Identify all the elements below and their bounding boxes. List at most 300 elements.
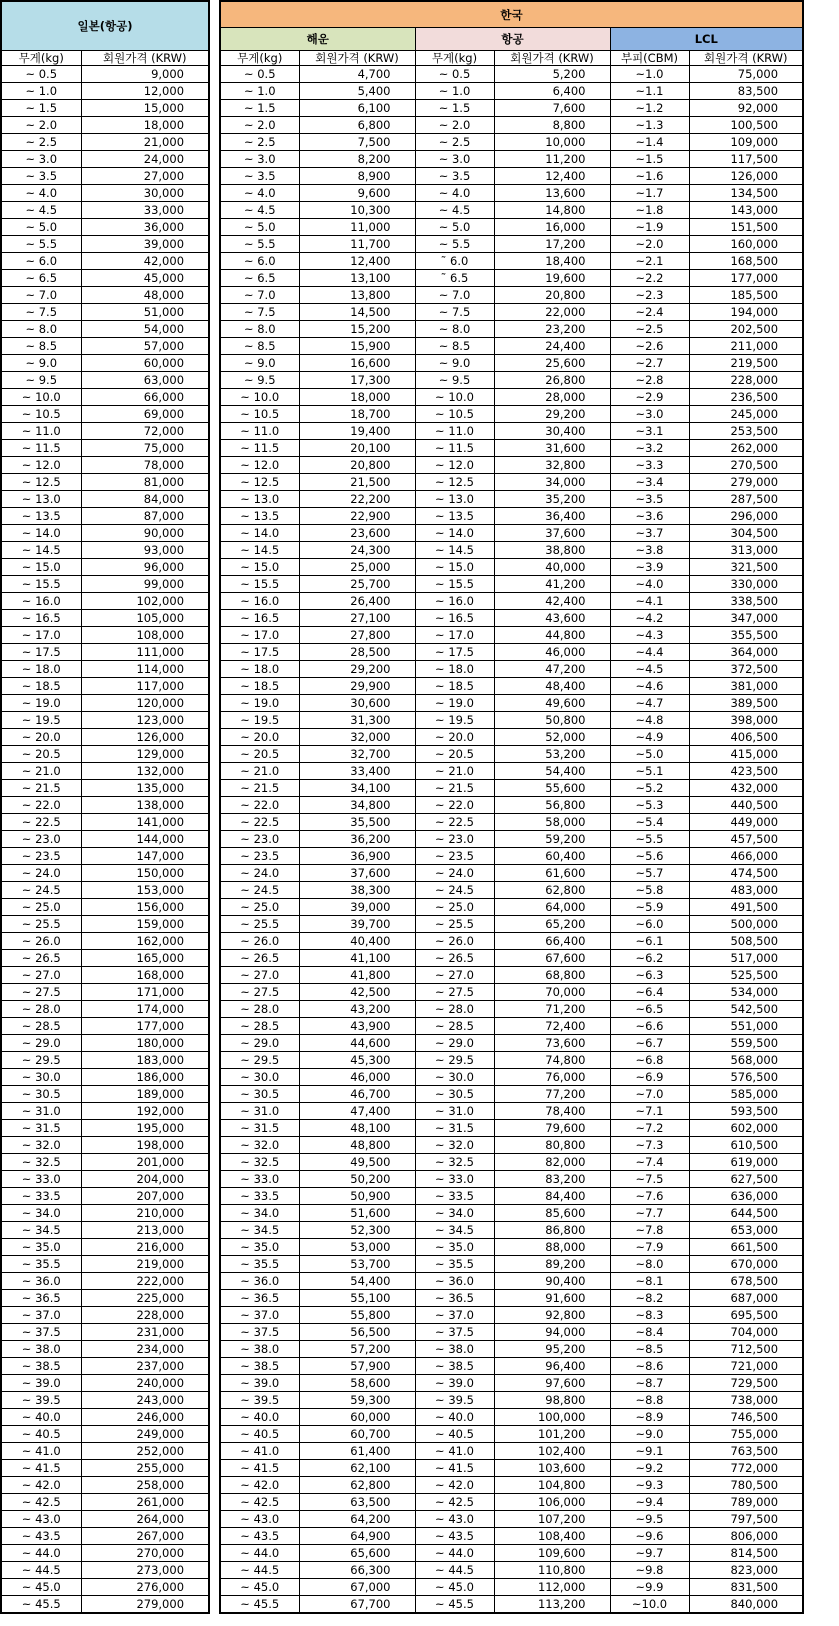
table-row [1,797,209,814]
air-price-cell: 76,000 [494,1069,610,1086]
japan-price-cell: 162,000 [81,933,209,950]
lcl-price-cell: 593,500 [689,1103,803,1120]
air-price-cell: 38,800 [494,542,610,559]
japan-weight-cell: ~ 9.5 [1,372,81,389]
air-weight-cell: ~ 9.0 [415,355,494,372]
air-weight-cell: ~ 34.5 [415,1222,494,1239]
japan-weight-cell: ~ 19.0 [1,695,81,712]
sea-price-cell: 13,800 [299,287,415,304]
sea-price-cell: 18,700 [299,406,415,423]
sea-price-cell: 34,100 [299,780,415,797]
sea-price-cell: 50,200 [299,1171,415,1188]
sea-weight-cell: ~ 44.0 [220,1545,299,1562]
table-row [1,1511,209,1528]
lcl-price-cell: 772,000 [689,1460,803,1477]
japan-price-cell: 177,000 [81,1018,209,1035]
sea-weight-cell: ~ 19.0 [220,695,299,712]
table-row [1,1120,209,1137]
sea-price-cell: 25,700 [299,576,415,593]
lcl-volume-cell: ~7.8 [610,1222,689,1239]
japan-weight-cell: ~ 9.0 [1,355,81,372]
japan-price-cell: 54,000 [81,321,209,338]
air-weight-cell: ~ 4.0 [415,185,494,202]
sea-price-cell: 9,600 [299,185,415,202]
table-row [220,1426,803,1443]
sea-weight-cell: ~ 37.0 [220,1307,299,1324]
air-price-cell: 103,600 [494,1460,610,1477]
japan-price-cell: 33,000 [81,202,209,219]
sea-price-cell: 51,600 [299,1205,415,1222]
lcl-price-cell: 814,500 [689,1545,803,1562]
air-price-cell: 11,200 [494,151,610,168]
japan-weight-cell: ~ 16.0 [1,593,81,610]
lcl-volume-cell: ~2.0 [610,236,689,253]
air-price-cell: 41,200 [494,576,610,593]
table-row [220,1120,803,1137]
air-weight-cell: ~ 3.5 [415,168,494,185]
lcl-volume-cell: ~6.9 [610,1069,689,1086]
japan-price-cell: 261,000 [81,1494,209,1511]
air-price-cell: 64,000 [494,899,610,916]
japan-weight-cell: ~ 11.5 [1,440,81,457]
lcl-price-cell: 457,500 [689,831,803,848]
table-row [220,1256,803,1273]
air-weight-cell: ~ 39.0 [415,1375,494,1392]
sea-price-cell: 22,200 [299,491,415,508]
lcl-volume-cell: ~6.6 [610,1018,689,1035]
sea-weight-cell: ~ 33.5 [220,1188,299,1205]
sea-price-cell: 6,100 [299,100,415,117]
japan-weight-cell: ~ 22.0 [1,797,81,814]
sea-weight-cell: ~ 42.5 [220,1494,299,1511]
lcl-volume-cell: ~9.6 [610,1528,689,1545]
table-row [220,865,803,882]
sea-price-cell: 26,400 [299,593,415,610]
sea-price-cell: 39,700 [299,916,415,933]
lcl-price-cell: 466,000 [689,848,803,865]
lcl-price-cell: 704,000 [689,1324,803,1341]
table-row [220,66,803,83]
air-price-cell: 86,800 [494,1222,610,1239]
table-row [1,729,209,746]
japan-price-cell: 159,000 [81,916,209,933]
lcl-price-header: 회원가격 (KRW) [689,51,803,66]
sea-price-cell: 32,000 [299,729,415,746]
japan-weight-cell: ~ 13.0 [1,491,81,508]
table-row [220,202,803,219]
japan-weight-cell: ~ 33.5 [1,1188,81,1205]
air-price-cell: 83,200 [494,1171,610,1188]
japan-weight-cell: ~ 8.5 [1,338,81,355]
lcl-volume-cell: ~6.8 [610,1052,689,1069]
japan-price-cell: 216,000 [81,1239,209,1256]
air-weight-cell: ~ 35.5 [415,1256,494,1273]
lcl-price-cell: 636,000 [689,1188,803,1205]
sea-price-cell: 36,200 [299,831,415,848]
air-weight-cell: ~ 10.5 [415,406,494,423]
sea-weight-cell: ~ 12.0 [220,457,299,474]
air-price-cell: 97,600 [494,1375,610,1392]
air-price-cell: 58,000 [494,814,610,831]
air-price-cell: 78,400 [494,1103,610,1120]
lcl-volume-cell: ~3.9 [610,559,689,576]
japan-price-cell: 210,000 [81,1205,209,1222]
lcl-volume-cell: ~6.3 [610,967,689,984]
table-row [220,406,803,423]
table-row [220,474,803,491]
lcl-volume-cell: ~6.0 [610,916,689,933]
air-price-cell: 91,600 [494,1290,610,1307]
sea-weight-cell: ~ 40.0 [220,1409,299,1426]
air-price-cell: 109,600 [494,1545,610,1562]
lcl-price-cell: 211,000 [689,338,803,355]
japan-price-cell: 243,000 [81,1392,209,1409]
table-row [1,627,209,644]
table-row [220,100,803,117]
japan-weight-cell: ~ 7.5 [1,304,81,321]
sea-weight-cell: ~ 15.0 [220,559,299,576]
air-weight-cell: ~ 40.5 [415,1426,494,1443]
air-weight-cell: ~ 5.5 [415,236,494,253]
table-row [1,1137,209,1154]
sea-weight-cell: ~ 43.0 [220,1511,299,1528]
table-row [1,661,209,678]
lcl-price-cell: 440,500 [689,797,803,814]
air-weight-cell: ~ 8.0 [415,321,494,338]
table-row [1,1103,209,1120]
japan-price-cell: 30,000 [81,185,209,202]
table-row [220,1018,803,1035]
japan-price-cell: 15,000 [81,100,209,117]
japan-price-cell: 252,000 [81,1443,209,1460]
table-row [220,1052,803,1069]
air-price-cell: 73,600 [494,1035,610,1052]
japan-price-cell: 240,000 [81,1375,209,1392]
table-row [1,1426,209,1443]
table-row [220,831,803,848]
japan-weight-cell: ~ 37.0 [1,1307,81,1324]
sea-weight-cell: ~ 38.0 [220,1341,299,1358]
table-row [1,1307,209,1324]
table-row [220,168,803,185]
sea-price-cell: 20,100 [299,440,415,457]
japan-weight-cell: ~ 35.0 [1,1239,81,1256]
table-row [220,236,803,253]
table-row [220,151,803,168]
air-price-cell: 52,000 [494,729,610,746]
air-price-cell: 55,600 [494,780,610,797]
air-price-cell: 62,800 [494,882,610,899]
table-row [1,848,209,865]
japan-price-cell: 87,000 [81,508,209,525]
table-row [1,185,209,202]
table-row [1,542,209,559]
lcl-price-cell: 576,500 [689,1069,803,1086]
sea-weight-cell: ~ 27.5 [220,984,299,1001]
table-row [220,1035,803,1052]
table-row [1,1528,209,1545]
sea-price-cell: 48,100 [299,1120,415,1137]
table-row [1,933,209,950]
japan-weight-cell: ~ 8.0 [1,321,81,338]
japan-price-cell: 279,000 [81,1596,209,1614]
air-weight-cell: ~ 20.0 [415,729,494,746]
japan-price-cell: 180,000 [81,1035,209,1052]
table-row [1,1290,209,1307]
air-price-cell: 8,800 [494,117,610,134]
lcl-volume-cell: ~1.1 [610,83,689,100]
sea-weight-cell: ~ 20.0 [220,729,299,746]
table-row [1,1579,209,1596]
sea-weight-cell: ~ 19.5 [220,712,299,729]
japan-price-header: 회원가격 (KRW) [81,51,209,66]
sea-weight-cell: ~ 32.0 [220,1137,299,1154]
japan-price-cell: 36,000 [81,219,209,236]
japan-price-cell: 195,000 [81,1120,209,1137]
table-row [1,882,209,899]
air-price-cell: 18,400 [494,253,610,270]
table-row [1,508,209,525]
air-price-cell: 112,000 [494,1579,610,1596]
table-row [1,1052,209,1069]
japan-price-cell: 51,000 [81,304,209,321]
japan-price-cell: 156,000 [81,899,209,916]
lcl-volume-cell: ~8.0 [610,1256,689,1273]
lcl-price-cell: 372,500 [689,661,803,678]
lcl-price-cell: 270,500 [689,457,803,474]
table-row [1,746,209,763]
sea-weight-cell: ~ 35.0 [220,1239,299,1256]
table-row [220,593,803,610]
lcl-price-cell: 100,500 [689,117,803,134]
table-row [1,899,209,916]
sea-price-cell: 37,600 [299,865,415,882]
lcl-volume-cell: ~2.1 [610,253,689,270]
air-weight-cell: ~ 22.5 [415,814,494,831]
lcl-price-cell: 185,500 [689,287,803,304]
air-weight-cell: ~ 29.0 [415,1035,494,1052]
table-row [220,389,803,406]
table-row [1,1494,209,1511]
sea-weight-cell: ~ 3.5 [220,168,299,185]
sea-price-cell: 46,000 [299,1069,415,1086]
air-price-cell: 53,200 [494,746,610,763]
lcl-price-cell: 143,000 [689,202,803,219]
lcl-volume-cell: ~4.3 [610,627,689,644]
air-price-cell: 113,200 [494,1596,610,1614]
air-weight-cell: ~ 37.0 [415,1307,494,1324]
sea-weight-cell: ~ 40.5 [220,1426,299,1443]
table-row [220,457,803,474]
lcl-price-cell: 644,500 [689,1205,803,1222]
japan-weight-cell: ~ 41.0 [1,1443,81,1460]
lcl-volume-cell: ~7.6 [610,1188,689,1205]
sea-weight-cell: ~ 34.0 [220,1205,299,1222]
air-weight-cell: ~ 24.0 [415,865,494,882]
sea-price-cell: 12,400 [299,253,415,270]
air-weight-cell: ~ 27.0 [415,967,494,984]
japan-weight-cell: ~ 5.0 [1,219,81,236]
air-price-cell: 12,400 [494,168,610,185]
table-row [220,1511,803,1528]
air-weight-cell: ~ 12.5 [415,474,494,491]
air-weight-cell: ~ 30.0 [415,1069,494,1086]
sea-weight-cell: ~ 11.5 [220,440,299,457]
lcl-volume-cell: ~6.2 [610,950,689,967]
lcl-price-cell: 134,500 [689,185,803,202]
air-weight-cell: ~ 31.5 [415,1120,494,1137]
table-row [220,984,803,1001]
lcl-price-cell: 398,000 [689,712,803,729]
table-row [220,1001,803,1018]
sea-weight-cell: ~ 35.5 [220,1256,299,1273]
sea-price-cell: 62,800 [299,1477,415,1494]
lcl-volume-cell: ~8.2 [610,1290,689,1307]
air-weight-cell: ~ 17.0 [415,627,494,644]
lcl-price-cell: 168,500 [689,253,803,270]
table-row [220,1409,803,1426]
table-row [1,1188,209,1205]
japan-price-cell: 165,000 [81,950,209,967]
lcl-volume-cell: ~8.5 [610,1341,689,1358]
table-row [220,1307,803,1324]
air-price-cell: 23,200 [494,321,610,338]
lcl-price-cell: 474,500 [689,865,803,882]
japan-price-cell: 78,000 [81,457,209,474]
japan-price-cell: 207,000 [81,1188,209,1205]
table-row [1,712,209,729]
air-weight-cell: ~ 37.5 [415,1324,494,1341]
air-price-cell: 94,000 [494,1324,610,1341]
japan-weight-cell: ~ 15.5 [1,576,81,593]
air-price-cell: 82,000 [494,1154,610,1171]
table-row [1,950,209,967]
table-row [1,423,209,440]
lcl-price-cell: 126,000 [689,168,803,185]
air-weight-cell: ~ 16.0 [415,593,494,610]
lcl-price-cell: 313,000 [689,542,803,559]
sea-price-cell: 34,800 [299,797,415,814]
japan-weight-cell: ~ 29.0 [1,1035,81,1052]
air-price-cell: 47,200 [494,661,610,678]
air-weight-cell: ~ 32.5 [415,1154,494,1171]
japan-weight-cell: ~ 5.5 [1,236,81,253]
air-price-cell: 19,600 [494,270,610,287]
japan-weight-cell: ~ 34.5 [1,1222,81,1239]
japan-weight-cell: ~ 40.5 [1,1426,81,1443]
table-row [1,406,209,423]
sea-weight-cell: ~ 0.5 [220,66,299,83]
lcl-volume-cell: ~7.5 [610,1171,689,1188]
lcl-volume-cell: ~2.3 [610,287,689,304]
japan-price-cell: 255,000 [81,1460,209,1477]
table-row [1,1171,209,1188]
air-price-cell: 37,600 [494,525,610,542]
table-row [1,984,209,1001]
air-weight-cell: ~ 5.0 [415,219,494,236]
japan-price-cell: 219,000 [81,1256,209,1273]
sea-price-cell: 42,500 [299,984,415,1001]
lcl-price-cell: 534,000 [689,984,803,1001]
sea-price-cell: 25,000 [299,559,415,576]
air-weight-cell: ~ 20.5 [415,746,494,763]
table-row [220,253,803,270]
air-weight-cell: ~ 26.5 [415,950,494,967]
lcl-price-cell: 236,500 [689,389,803,406]
japan-price-cell: 105,000 [81,610,209,627]
lcl-price-cell: 355,500 [689,627,803,644]
japan-price-cell: 246,000 [81,1409,209,1426]
table-row [220,1222,803,1239]
japan-price-cell: 273,000 [81,1562,209,1579]
japan-weight-cell: ~ 38.5 [1,1358,81,1375]
table-row [1,559,209,576]
lcl-volume-cell: ~9.8 [610,1562,689,1579]
lcl-volume-cell: ~2.5 [610,321,689,338]
table-row [220,491,803,508]
table-row [1,967,209,984]
lcl-volume-cell: ~5.6 [610,848,689,865]
sea-weight-cell: ~ 23.0 [220,831,299,848]
sea-weight-cell: ~ 13.5 [220,508,299,525]
table-row [220,933,803,950]
sea-weight-header: 무게(kg) [220,51,299,66]
sea-price-cell: 29,900 [299,678,415,695]
lcl-volume-cell: ~1.0 [610,66,689,83]
air-price-cell: 77,200 [494,1086,610,1103]
lcl-price-cell: 253,500 [689,423,803,440]
table-row [1,491,209,508]
japan-price-cell: 222,000 [81,1273,209,1290]
table-row [1,1443,209,1460]
japan-weight-cell: ~ 38.0 [1,1341,81,1358]
japan-price-cell: 102,000 [81,593,209,610]
air-freight-header: 항공 [415,28,610,51]
table-row [220,1154,803,1171]
sea-price-cell: 47,400 [299,1103,415,1120]
japan-weight-cell: ~ 16.5 [1,610,81,627]
table-row [1,236,209,253]
japan-price-cell: 21,000 [81,134,209,151]
lcl-volume-cell: ~7.0 [610,1086,689,1103]
table-row [1,1460,209,1477]
table-row [220,508,803,525]
air-price-cell: 102,400 [494,1443,610,1460]
lcl-volume-cell: ~2.9 [610,389,689,406]
air-price-cell: 72,400 [494,1018,610,1035]
japan-price-cell: 249,000 [81,1426,209,1443]
lcl-header: LCL [610,28,803,51]
japan-weight-cell: ~ 4.0 [1,185,81,202]
sea-price-cell: 57,900 [299,1358,415,1375]
japan-price-cell: 147,000 [81,848,209,865]
air-weight-cell: ~ 15.0 [415,559,494,576]
sea-weight-cell: ~ 18.5 [220,678,299,695]
table-row [220,1341,803,1358]
air-price-cell: 34,000 [494,474,610,491]
table-row [220,1545,803,1562]
air-price-cell: 95,200 [494,1341,610,1358]
japan-price-cell: 183,000 [81,1052,209,1069]
japan-price-cell: 111,000 [81,644,209,661]
table-row [220,372,803,389]
japan-price-cell: 144,000 [81,831,209,848]
air-price-cell: 29,200 [494,406,610,423]
sea-price-cell: 16,600 [299,355,415,372]
air-price-cell: 89,200 [494,1256,610,1273]
sea-weight-cell: ~ 44.5 [220,1562,299,1579]
table-row [220,1188,803,1205]
